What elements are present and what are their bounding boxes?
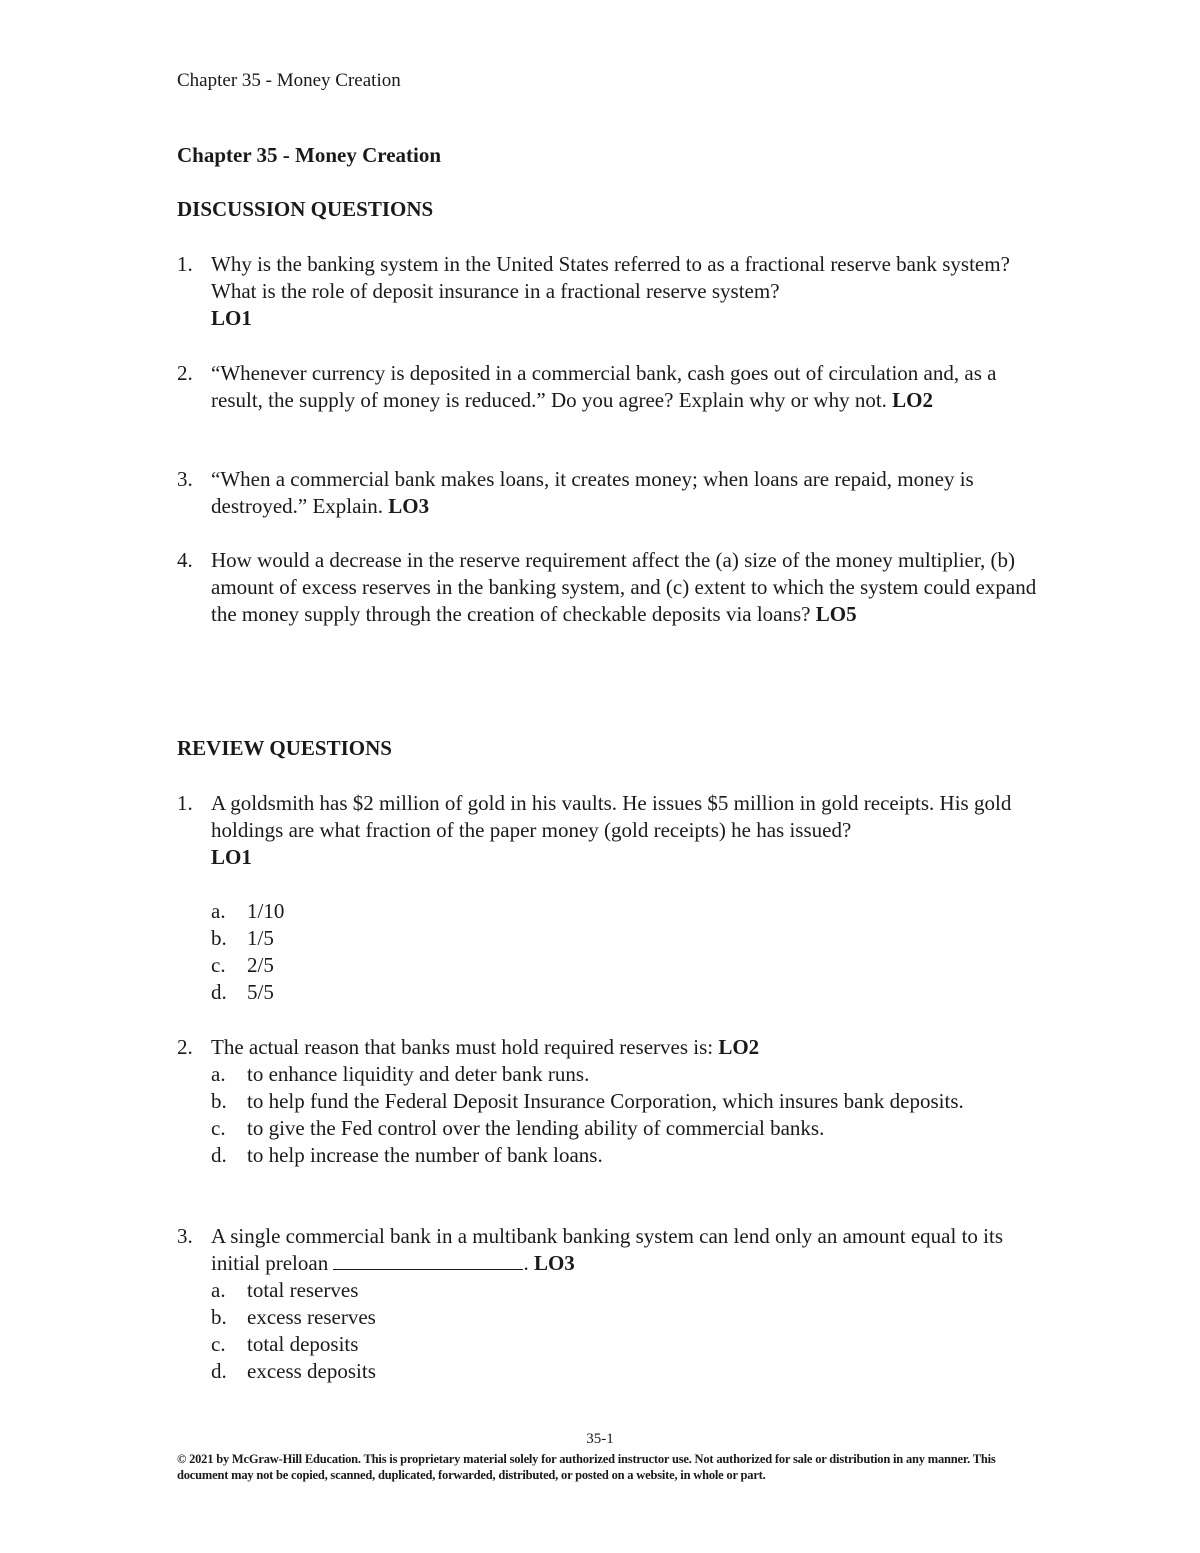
question-text: “When a commercial bank makes loans, it creates money; when loans are repaid, money is destroyed.” Explain. [211,467,974,518]
learning-objective: LO5 [815,602,857,626]
option-text: to give the Fed control over the lending ability of commercial banks. [247,1116,825,1140]
answer-option [211,1304,1011,1331]
question-number: 2. [177,1035,193,1059]
question-number: 3. [177,467,193,491]
question-number: 4. [177,548,193,572]
question-text: A single commercial bank in a multibank banking system can lend only an amount equal to its initial preloan [211,1224,1004,1275]
answer-option [211,898,1011,925]
answer-options [211,1277,1011,1385]
question-text-end: . [523,1251,529,1275]
discussion-question [177,360,1037,414]
question-text: “Whenever currency is deposited in a commercial bank, cash goes out of circulation and, as a result, the supply of money is reduced.” Do you agree? Explain why or why not. [211,361,997,412]
option-letter: c. [211,953,226,977]
copyright-notice: © 2021 by McGraw-Hill Education. This is proprietary material solely for authorized instructor use. Not authorized for sale or distribution in any manner. This document may not be copied, scanned, duplicated, forwarded, distributed, or posted on a website, in whole or part. [177,1452,996,1482]
answer-option [211,1115,1011,1142]
option-text: total reserves [247,1278,359,1302]
answer-option [211,1142,1011,1169]
review-question [177,790,1037,871]
review-question [177,1223,1037,1277]
learning-objective: LO2 [718,1035,760,1059]
learning-objective: LO1 [211,845,252,869]
option-text: to help increase the number of bank loans. [247,1143,603,1167]
learning-objective: LO3 [533,1251,575,1275]
option-letter: b. [211,1089,227,1113]
answer-option [211,925,1011,952]
option-text: excess deposits [247,1359,376,1383]
question-number: 3. [177,1224,193,1248]
option-letter: c. [211,1332,226,1356]
answer-option [211,1358,1011,1385]
option-letter: d. [211,980,227,1004]
option-text: total deposits [247,1332,359,1356]
learning-objective: LO1 [211,306,252,330]
fill-in-blank [333,1250,523,1270]
option-text: 2/5 [247,953,274,977]
option-letter: c. [211,1116,226,1140]
answer-option [211,979,1011,1006]
answer-options [211,898,1011,1006]
page-number: 35-1 [586,1431,614,1447]
option-letter: a. [211,1278,226,1302]
discussion-question [177,251,1037,332]
option-text: to enhance liquidity and deter bank runs. [247,1062,590,1086]
question-text: Why is the banking system in the United States referred to as a fractional reserve bank system? What is the role of deposit insurance in a fractional reserve system? [211,252,1010,303]
option-letter: a. [211,899,226,923]
option-letter: b. [211,1305,227,1329]
review-question [177,1034,1037,1061]
question-number: 1. [177,252,193,276]
option-text: 1/5 [247,926,274,950]
option-letter: d. [211,1359,227,1383]
option-text: to help fund the Federal Deposit Insurance Corporation, which insures bank deposits. [247,1089,964,1113]
option-text: 1/10 [247,899,285,923]
review-heading: REVIEW QUESTIONS [177,736,392,760]
chapter-title: Chapter 35 - Money Creation [177,143,442,167]
option-text: excess reserves [247,1305,376,1329]
discussion-question [177,466,1037,520]
answer-option [211,1061,1011,1088]
answer-options [211,1061,1011,1169]
option-text: 5/5 [247,980,274,1004]
answer-option [211,952,1011,979]
running-header: Chapter 35 - Money Creation [177,70,401,91]
question-number: 2. [177,361,193,385]
option-letter: d. [211,1143,227,1167]
option-letter: a. [211,1062,226,1086]
learning-objective: LO3 [388,494,430,518]
learning-objective: LO2 [892,388,934,412]
answer-option [211,1088,1007,1115]
answer-option [211,1331,1011,1358]
discussion-question [177,547,1037,628]
option-letter: b. [211,926,227,950]
question-text: A goldsmith has $2 million of gold in his vaults. He issues $5 million in gold receipts. His gold holdings are what fraction of the paper money (gold receipts) he has issued? [211,791,1012,842]
question-number: 1. [177,791,193,815]
question-text: How would a decrease in the reserve requirement affect the (a) size of the money multiplier, (b) amount of excess reserves in the banking system, and (c) extent to which the system could expand the money supply through the creation of checkable deposits via loans? [211,548,1037,626]
answer-option [211,1277,1011,1304]
question-text: The actual reason that banks must hold required reserves is: [211,1035,714,1059]
discussion-heading: DISCUSSION QUESTIONS [177,197,434,221]
